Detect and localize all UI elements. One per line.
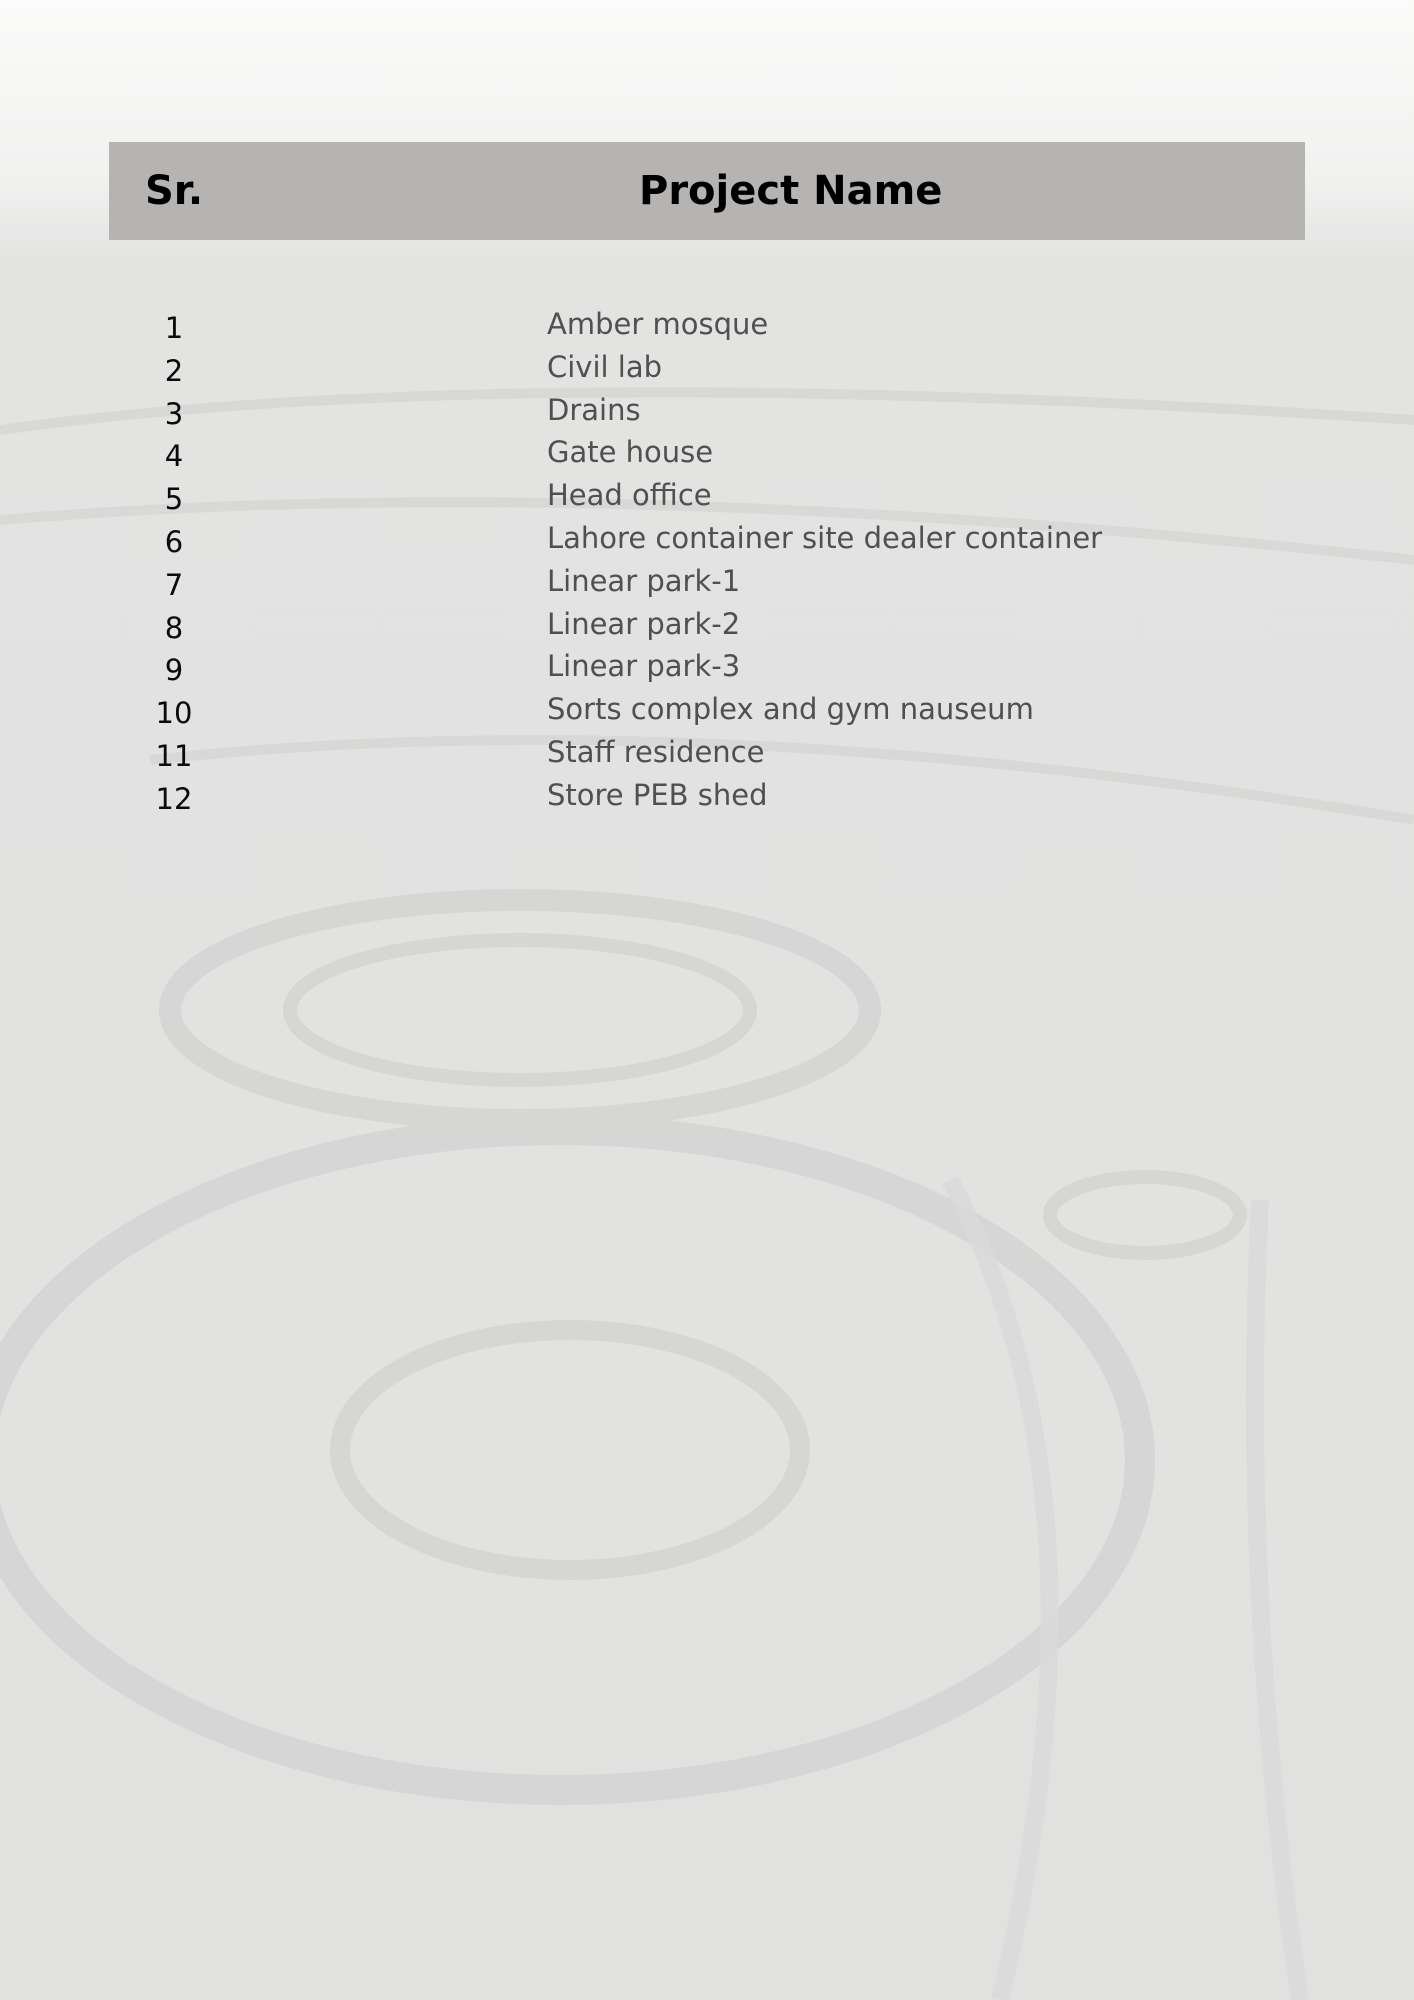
- project-name: Staff residence: [547, 734, 765, 769]
- table-row: [0, 476, 1414, 519]
- project-name: Linear park-3: [547, 649, 741, 684]
- project-name: Linear park-1: [547, 563, 741, 598]
- row-number: 2: [164, 353, 184, 388]
- row-number: 12: [155, 781, 193, 816]
- project-name: Gate house: [547, 435, 714, 470]
- table-header: [109, 142, 1305, 240]
- project-list: [0, 305, 1414, 819]
- table-row: [0, 562, 1414, 605]
- row-number: 4: [164, 439, 184, 474]
- project-name: Amber mosque: [547, 307, 769, 341]
- row-number: 11: [155, 738, 193, 773]
- row-number: 8: [164, 610, 184, 645]
- project-name: Lahore container site dealer container: [547, 520, 1103, 555]
- table-row: [0, 776, 1414, 819]
- table-row: [0, 391, 1414, 434]
- project-name: Sorts complex and gym nauseum: [547, 692, 1034, 727]
- table-row: [0, 690, 1414, 733]
- column-header-sr: Sr.: [145, 168, 204, 214]
- row-number: 5: [164, 482, 184, 517]
- row-number: 9: [164, 653, 184, 688]
- table-row: [0, 348, 1414, 391]
- table-row: [0, 647, 1414, 690]
- project-name: Civil lab: [547, 349, 663, 384]
- column-header-project-name: Project Name: [639, 168, 943, 214]
- row-number: 10: [155, 696, 193, 731]
- row-number: 7: [164, 567, 184, 602]
- table-row: [0, 519, 1414, 562]
- table-row: [0, 733, 1414, 776]
- table-row: [0, 433, 1414, 476]
- project-name: Head office: [547, 478, 712, 513]
- project-name: Store PEB shed: [547, 777, 768, 812]
- row-number: 6: [164, 524, 184, 559]
- table-row: [0, 605, 1414, 648]
- table-row: [0, 305, 1414, 348]
- project-name: Linear park-2: [547, 606, 741, 641]
- row-number: 1: [164, 311, 184, 345]
- row-number: 3: [164, 396, 184, 431]
- project-name: Drains: [547, 392, 641, 427]
